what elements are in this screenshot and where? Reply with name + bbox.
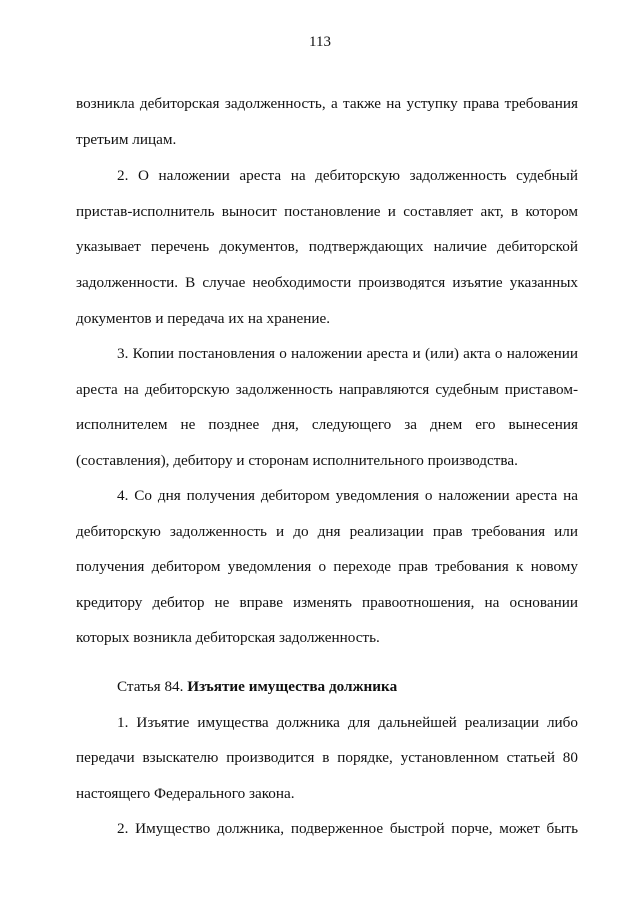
text-line: кредитору дебитор не вправе изменять правоотношения, на основании [76,594,578,611]
article-heading [117,677,578,697]
text-line: которых возникла дебиторская задолженность. [76,629,380,646]
page-number: 113 [309,34,331,50]
text-line: получения дебитором уведомления о переходе прав требования к новому [76,558,578,575]
paragraph-first-line: 2. Имущество должника, подверженное быстрой порче, может быть [117,820,578,837]
text-line: (составления), дебитору и сторонам исполнительного производства. [76,452,518,469]
text-line: документов и передача их на хранение. [76,310,331,327]
text-line: возникла дебиторская задолженность, а также на уступку права требования [76,95,578,112]
text-line: настоящего Федерального закона. [76,785,295,802]
text-line: третьим лицам. [76,131,177,148]
text-line: пристав-исполнитель выносит постановление и составляет акт, в котором [76,203,578,220]
article-title: Изъятие имущества должника [187,678,398,695]
paragraph-first-line: 1. Изъятие имущества должника для дальнейшей реализации либо [117,714,578,731]
text-line: задолженности. В случае необходимости производятся изъятие указанных [76,274,578,291]
paragraph-first-line: 2. О наложении ареста на дебиторскую задолженность судебный [117,167,578,184]
text-line: исполнителем не позднее дня, следующего за днем его вынесения [76,416,578,433]
text-line: дебиторскую задолженность и до дня реализации прав требования или [76,523,578,540]
paragraph-first-line: 3. Копии постановления о наложении ареста и (или) акта о наложении [117,345,578,362]
paragraph-first-line: 4. Со дня получения дебитором уведомления о наложении ареста на [117,487,578,504]
text-line: указывает перечень документов, подтверждающих наличие дебиторской [76,238,578,255]
article-prefix: Статья 84. [117,678,184,695]
text-line: ареста на дебиторскую задолженность направляются судебным приставом- [76,381,578,398]
text-line: передачи взыскателю производится в порядке, установленном статьей 80 [76,749,578,766]
